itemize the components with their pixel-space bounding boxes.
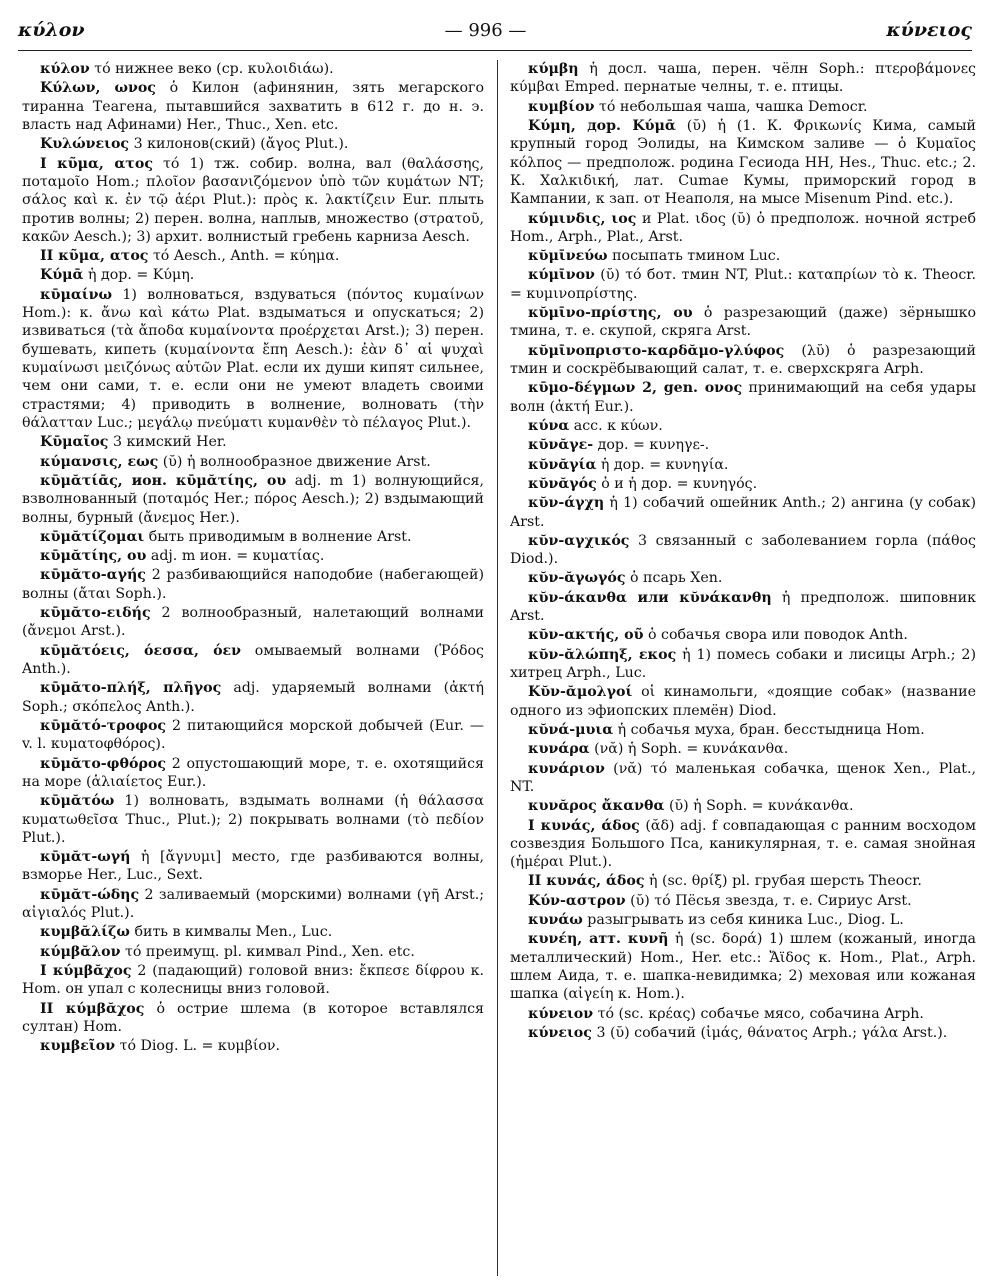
dictionary-entry bbox=[22, 286, 484, 433]
entry-lemma: κῠν-ᾰγωγός bbox=[528, 570, 626, 587]
dictionary-entry bbox=[22, 1000, 484, 1037]
entry-lemma: κύνειον bbox=[528, 1005, 594, 1022]
dictionary-entry bbox=[510, 930, 976, 1003]
entry-definition: οἱ кинамольги, «доящие собак» (название одного из эфиопских племён) Diod. bbox=[510, 684, 976, 719]
entry-lemma: κυνάω bbox=[528, 912, 583, 929]
dictionary-entry bbox=[510, 436, 976, 454]
entry-definition: τό небольшая чаша, чашка Democr. bbox=[598, 98, 868, 115]
dictionary-entry bbox=[22, 943, 484, 961]
dictionary-entry bbox=[510, 494, 976, 531]
entry-definition: (ῠ) τό бот. тмин NT, Plut.: καταπρίων τὸ κ. Theocr. = κυμινοπρίστης. bbox=[510, 267, 976, 302]
dictionary-entry bbox=[22, 547, 484, 565]
column-divider bbox=[497, 60, 498, 1276]
dictionary-entry bbox=[510, 569, 976, 587]
entry-lemma: κῠν-ᾰλώπηξ, εκος bbox=[528, 646, 677, 663]
entry-definition: дор. = κυνηγε-. bbox=[597, 437, 710, 454]
entry-lemma: κῠμῑνο-πρίστης, ου bbox=[528, 305, 693, 322]
dictionary-entry bbox=[510, 342, 976, 379]
page-number: — 996 — bbox=[444, 19, 527, 41]
dictionary-entry bbox=[22, 962, 484, 999]
entry-definition: τό 1) тж. собир. волна, вал (θαλάσσης, ποταμοῖο Hom.; πλοῖον βασανιζόμενον ὑπὸ τῶν κυμάτων NT; σάλος καὶ κ. ἐν τῷ ἀέρι Plut.): πρὸς κ. λακτίζειν Eur. плыть против волны; 2) перен. волна, наплыв, множество (στρατοῦ, κακῶν Aesch.); 3) архит. волнистый гребень карниза Aesch. bbox=[22, 155, 484, 245]
running-head-right: κύνειος bbox=[886, 19, 972, 41]
entry-lemma: Κυλώνειος bbox=[40, 136, 130, 153]
entry-lemma: Κύλων, ωνος bbox=[40, 80, 156, 97]
dictionary-entry bbox=[510, 417, 976, 435]
dictionary-entry bbox=[22, 433, 484, 451]
dictionary-entry bbox=[22, 453, 484, 471]
dictionary-entry bbox=[22, 1037, 484, 1055]
entry-lemma: Κύμᾱ bbox=[40, 267, 84, 284]
entry-lemma: κῡμᾰτόεις, όεσσα, όεν bbox=[40, 642, 241, 659]
entry-lemma: Κῡμαῖος bbox=[40, 434, 109, 451]
entry-lemma: κύνειος bbox=[528, 1024, 592, 1041]
entry-lemma: Κῠν-ᾰμολγοί bbox=[528, 684, 633, 701]
dictionary-entry bbox=[22, 923, 484, 941]
entry-definition: (ᾰδ) adj. f совпадающая с ранним восходом созвездия Большого Пса, каникулярная, т. е. самая знойная (ἡμέραι Plut.). bbox=[510, 817, 976, 871]
entry-lemma: κυμβίον bbox=[528, 98, 595, 115]
entry-lemma: κῡμᾰτο-αγής bbox=[40, 567, 146, 584]
entry-lemma: κῡμᾰτίᾱς, ион. κῡμᾰτίης, ου bbox=[40, 472, 287, 489]
entry-definition: принимающий на себя удары волн (ἀκτή Eur.). bbox=[510, 380, 976, 415]
entry-lemma: κυμβεῖον bbox=[40, 1038, 116, 1055]
entry-lemma: κῡμᾰτόω bbox=[40, 793, 115, 810]
entry-definition: 2 питающийся морской добычей (Eur. — v. l. κυματοφθόρος). bbox=[22, 717, 484, 753]
dictionary-entry bbox=[510, 721, 976, 739]
entry-definition: и Plat. ιδος (ῠ) ὁ предполож. ночной ястреб Hom., Arph., Plat., Arst. bbox=[510, 210, 976, 245]
entry-definition: τό нижнее веко (ср. κυλοιδιάω). bbox=[94, 61, 334, 77]
entry-lemma: κῠνᾰγία bbox=[528, 456, 597, 473]
dictionary-entry bbox=[510, 626, 976, 644]
entry-lemma: I κυνάς, άδος bbox=[528, 817, 640, 834]
dictionary-entry bbox=[22, 792, 484, 847]
entry-lemma: κυμβᾰλίζω bbox=[40, 924, 130, 941]
entry-definition: (ῠ) ἡ волнообразное движение Arst. bbox=[162, 453, 431, 470]
dictionary-entry bbox=[22, 566, 484, 603]
entry-definition: 2 разбивающийся наподобие (набегающей) волны (ἄται Soph.). bbox=[22, 567, 484, 602]
entry-definition: adj. m 1) волнующийся, взволнованный (ποταμός Her.; πόρος Aesch.); 2) вздымающий волны, бурный (ἄνεμος Her.). bbox=[22, 472, 484, 526]
dictionary-entry bbox=[510, 740, 976, 758]
entry-definition: ἡ дор. = κυνηγία. bbox=[600, 456, 729, 473]
entry-lemma: II κύμβᾰχος bbox=[40, 1000, 145, 1017]
entry-definition: 2 волнообразный, налетающий волнами (ἄνεμοι Arst.). bbox=[22, 605, 484, 640]
entry-definition: (λῠ) ὁ разрезающий тмин и соскрёбывающий салат, т. е. сверхскряга Arph. bbox=[510, 342, 976, 377]
entry-lemma: κύμανσις, εως bbox=[40, 453, 159, 470]
dictionary-entry bbox=[22, 472, 484, 527]
dictionary-entry bbox=[22, 266, 484, 284]
entry-definition: 3 связанный с заболеванием горла (πάθος Diod.). bbox=[510, 532, 976, 568]
entry-definition: ἡ предполож. шиповник Arst. bbox=[510, 589, 976, 625]
entry-lemma: κύνα bbox=[528, 417, 570, 434]
entry-lemma: κῠνά-μυια bbox=[528, 721, 614, 738]
entry-lemma: κῠνᾰγε- bbox=[528, 437, 594, 454]
dictionary-entry bbox=[510, 247, 976, 265]
dictionary-entry bbox=[510, 60, 976, 97]
entry-lemma: II κυνάς, άδος bbox=[528, 873, 645, 890]
dictionary-entry bbox=[22, 135, 484, 153]
entry-definition: 2 (падающий) головой вниз: ἔκπεσε δίφρου κ. Hom. он упал с колесницы вниз головой. bbox=[22, 963, 484, 998]
entry-definition: (ῠ) ἡ (1. К. Φρικωνίς Кима, самый крупный город Эолиды, на Кимском заливе — ὁ Κυμαῖος κόλπος — предполож. родина Гесиода HH, Hes., Thuc. etc.; 2. К. Χαλκιδική, лат. Cumae Кумы, приморский город в Кампании, к зап. от Неаполя, на мысе Misenum Pind. etc.). bbox=[510, 117, 976, 208]
entry-lemma: κῡμᾰτο-πλήξ, πλῆγος bbox=[40, 680, 222, 697]
entry-definition: быть приводимым в волнение Arst. bbox=[148, 528, 412, 545]
entry-lemma: II κῦμα, ατος bbox=[40, 248, 149, 265]
dictionary-entry bbox=[510, 646, 976, 683]
entry-definition: 1) волновать, вздымать волнами (ἡ θάλασσα κυματωθεῖσα Thuc., Plut.); 2) покрывать волнами (τὸ πεδίον Plut.). bbox=[22, 793, 484, 846]
entry-definition: ἡ досл. чаша, перен. чёлн Soph.: πτεροβάμονες κύμβαι Emped. пернатые челны, т. е. птицы. bbox=[510, 61, 976, 96]
dictionary-entry bbox=[22, 848, 484, 885]
entry-definition: (ῠ) ἡ Soph. = κυνάκανθα. bbox=[668, 798, 854, 815]
entry-lemma: κύμβη bbox=[528, 61, 579, 77]
dictionary-entry bbox=[22, 642, 484, 679]
entry-definition: 3 (ῠ) собачий (ἱμάς, θάνατος Arph.; γάλα Arst.). bbox=[596, 1024, 948, 1041]
dictionary-entry bbox=[510, 797, 976, 815]
entry-lemma: κῡμᾰτ-ώδης bbox=[40, 886, 140, 903]
dictionary-entry bbox=[22, 79, 484, 134]
entry-lemma: κυνάριον bbox=[528, 760, 605, 777]
entry-definition: 1) волноваться, вздуваться (πόντος κυμαίνων Hom.): κ. ἄνω καὶ κάτω Plat. вздыматься и опускаться; 2) извиваться (τὰ ἄποδα κυμαίνοντα προέρχεται Arst.); 3) перен. бушевать, кипеть (κυμαίνοντα ἔπη Aesch.): ἐὰν δ᾽ αἱ ψυχαὶ κυμαίνωσι μειζόνως αὑτῶν Plat. если их души кипят сильнее, чем они сами, т. е. если они не умеют владеть своими страстями; 4) приводить в волнение, волновать (τὴν θάλατταν Luc.; μεγάλῳ πνεύματι κυμανθὲν τὸ πέλαγος Plut.). bbox=[22, 286, 484, 431]
entry-definition: разыгрывать из себя киника Luc., Diog. L. bbox=[587, 912, 904, 929]
entry-lemma: κύλον bbox=[40, 61, 90, 77]
entry-definition: бить в кимвалы Men., Luc. bbox=[134, 924, 333, 941]
entry-lemma: κῠν-άγχη bbox=[528, 495, 605, 512]
entry-definition: ὁ собачья свора или поводок Anth. bbox=[647, 627, 908, 644]
entry-lemma: I κύμβᾰχος bbox=[40, 963, 132, 979]
dictionary-entry bbox=[510, 1024, 976, 1042]
dictionary-entry bbox=[510, 892, 976, 910]
entry-definition: (νᾰ) τό маленькая собачка, щенок Xen., Plat., NT. bbox=[510, 760, 976, 795]
entry-definition: омываемый волнами (Ῥόδος Anth.). bbox=[22, 642, 484, 677]
dictionary-entry bbox=[510, 1005, 976, 1023]
entry-lemma: κῠν-αγχικός bbox=[528, 532, 630, 549]
dictionary-entry bbox=[510, 872, 976, 890]
dictionary-entry bbox=[510, 98, 976, 116]
entry-definition: adj. ударяемый волнами (ἀκτή Soph.; σκόπελος Anth.). bbox=[22, 680, 484, 715]
dictionary-entry bbox=[510, 456, 976, 474]
dictionary-entry bbox=[510, 683, 976, 720]
entry-lemma: κῠν-άκανθα или κῠνάκανθη bbox=[528, 589, 772, 606]
entry-definition: (ῠ) τό Пёсья звезда, т. е. Сириус Arst. bbox=[630, 892, 912, 909]
entry-definition: ὁ и ἡ дор. = κυνηγός. bbox=[601, 475, 758, 492]
entry-definition: 3 килонов(ский) (ἄγος Plut.). bbox=[133, 136, 349, 153]
entry-definition: 3 кимский Her. bbox=[112, 434, 227, 451]
page-header bbox=[18, 10, 972, 51]
dictionary-entry bbox=[22, 528, 484, 546]
entry-definition: τό преимущ. pl. кимвал Pind., Xen. etc. bbox=[124, 943, 415, 960]
entry-lemma: κῠμῑνεύω bbox=[528, 248, 608, 265]
entry-lemma: κῡμᾰτο-φθόρος bbox=[40, 755, 166, 772]
entry-definition: ἡ [ἄγνυμι] место, где разбиваются волны, взморье Her., Luc., Sext. bbox=[22, 849, 484, 884]
entry-definition: τό Aesch., Anth. = κύημα. bbox=[152, 248, 340, 265]
entry-lemma: κυνᾰρος ἄκανθα bbox=[528, 798, 665, 815]
entry-lemma: κῡμᾰτίης, ου bbox=[40, 548, 147, 565]
entry-definition: посыпать тмином Luc. bbox=[612, 248, 781, 265]
entry-lemma: κύμβᾰλον bbox=[40, 943, 121, 960]
entry-lemma: Κύν-αστρον bbox=[528, 892, 626, 909]
entry-lemma: κῡμαίνω bbox=[40, 286, 112, 303]
dictionary-entry bbox=[510, 117, 976, 209]
dictionary-entry bbox=[22, 717, 484, 754]
entry-definition: ἡ 1) помесь собаки и лисицы Arph.; 2) хитрец Arph., Luc. bbox=[510, 646, 976, 681]
dictionary-entry bbox=[22, 155, 484, 247]
entry-definition: τό (sc. κρέας) собачье мясо, собачина Arph. bbox=[597, 1005, 924, 1022]
entry-lemma: κυνάρα bbox=[528, 741, 590, 758]
dictionary-entry bbox=[510, 911, 976, 929]
dictionary-entry bbox=[510, 760, 976, 797]
entry-definition: (νᾰ) ἡ Soph. = κυνάκανθα. bbox=[594, 741, 789, 758]
dictionary-entry bbox=[510, 817, 976, 872]
left-column bbox=[22, 60, 484, 1282]
entry-definition: τό Diog. L. = κυμβίον. bbox=[119, 1038, 281, 1055]
running-head-left: κύλον bbox=[18, 19, 85, 41]
entry-lemma: κῡμᾰτο-ειδής bbox=[40, 605, 151, 622]
entry-lemma: κῡμᾰτίζομαι bbox=[40, 528, 145, 545]
dictionary-entry bbox=[510, 266, 976, 303]
entry-definition: ὁ разрезающий (даже) зёрнышко тмина, т. е. скупой, скряга Arst. bbox=[510, 305, 976, 340]
entry-lemma: I κῦμα, ατος bbox=[40, 155, 153, 172]
entry-definition: ἡ собачья муха, бран. бесстыдница Hom. bbox=[617, 721, 925, 738]
entry-definition: ὁ псарь Xen. bbox=[630, 570, 723, 587]
dictionary-entry bbox=[510, 532, 976, 569]
entry-lemma: κῠμῑνοπριστο-καρδᾰμο-γλύφος bbox=[528, 342, 785, 359]
entry-definition: adj. m ион. = κυματίας. bbox=[150, 548, 325, 565]
dictionary-entry bbox=[510, 589, 976, 626]
entry-definition: 2 заливаемый (морскими) волнами (γῆ Arst.; αἰγιαλός Plut.). bbox=[22, 886, 484, 922]
entry-lemma: κύμινδις, ιος bbox=[528, 210, 637, 227]
dictionary-entry bbox=[22, 247, 484, 265]
entry-definition: ἡ 1) собачий ошейник Anth.; 2) ангина (у собак) Arst. bbox=[510, 495, 976, 530]
dictionary-entry bbox=[22, 604, 484, 641]
entry-definition: ὁ Килон (афинянин, зять мегарского тиранна Теагена, пытавшийся захватить в 612 г. до н. э. власть над Афинами) Her., Thuc., Xen. etc. bbox=[22, 80, 484, 133]
dictionary-entry bbox=[22, 679, 484, 716]
entry-definition: ἡ дор. = Κύμη. bbox=[88, 267, 195, 284]
dictionary-entry bbox=[510, 475, 976, 493]
entry-definition: acc. к κύων. bbox=[573, 417, 663, 434]
dictionary-entry bbox=[510, 379, 976, 416]
right-column bbox=[510, 60, 976, 1282]
entry-lemma: κῠν-ακτής, οῦ bbox=[528, 627, 644, 644]
dictionary-entry bbox=[510, 210, 976, 247]
dictionary-entry bbox=[22, 886, 484, 923]
dictionary-entry bbox=[510, 304, 976, 341]
entry-lemma: κῡμο-δέγμων 2, gen. ονος bbox=[528, 380, 743, 397]
entry-definition: 2 опустошающий море, т. е. охотящийся на море (ἁλιαίετος Eur.). bbox=[22, 755, 484, 790]
entry-lemma: κῡμᾰτ-ωγή bbox=[40, 849, 131, 866]
entry-definition: ἡ (sc. δορά) 1) шлем (кожаный, иногда металлический) Hom., Her. etc.: Ἄϊδος κ. Hom., Plat., Arph. шлем Аида, т. е. шапка-невидимка; 2) меховая или кожаная шапка (αἰγείη κ. Hom.). bbox=[510, 931, 976, 1003]
entry-definition: ὁ острие шлема (в которое вставлялся султан) Hom. bbox=[22, 1000, 484, 1035]
entry-lemma: κῡμᾰτό-τροφος bbox=[40, 717, 167, 734]
dictionary-entry bbox=[22, 60, 484, 78]
entry-lemma: κύμῑνον bbox=[528, 267, 595, 284]
entry-lemma: Κύμη, дор. Κύμᾱ bbox=[528, 117, 676, 134]
entry-definition: ἡ (sc. θρίξ) pl. грубая шерсть Theocr. bbox=[648, 873, 922, 890]
dictionary-entry bbox=[22, 755, 484, 792]
entry-lemma: κυνέη, атт. κυνῆ bbox=[528, 931, 669, 948]
entry-lemma: κῠνᾰγός bbox=[528, 475, 597, 492]
